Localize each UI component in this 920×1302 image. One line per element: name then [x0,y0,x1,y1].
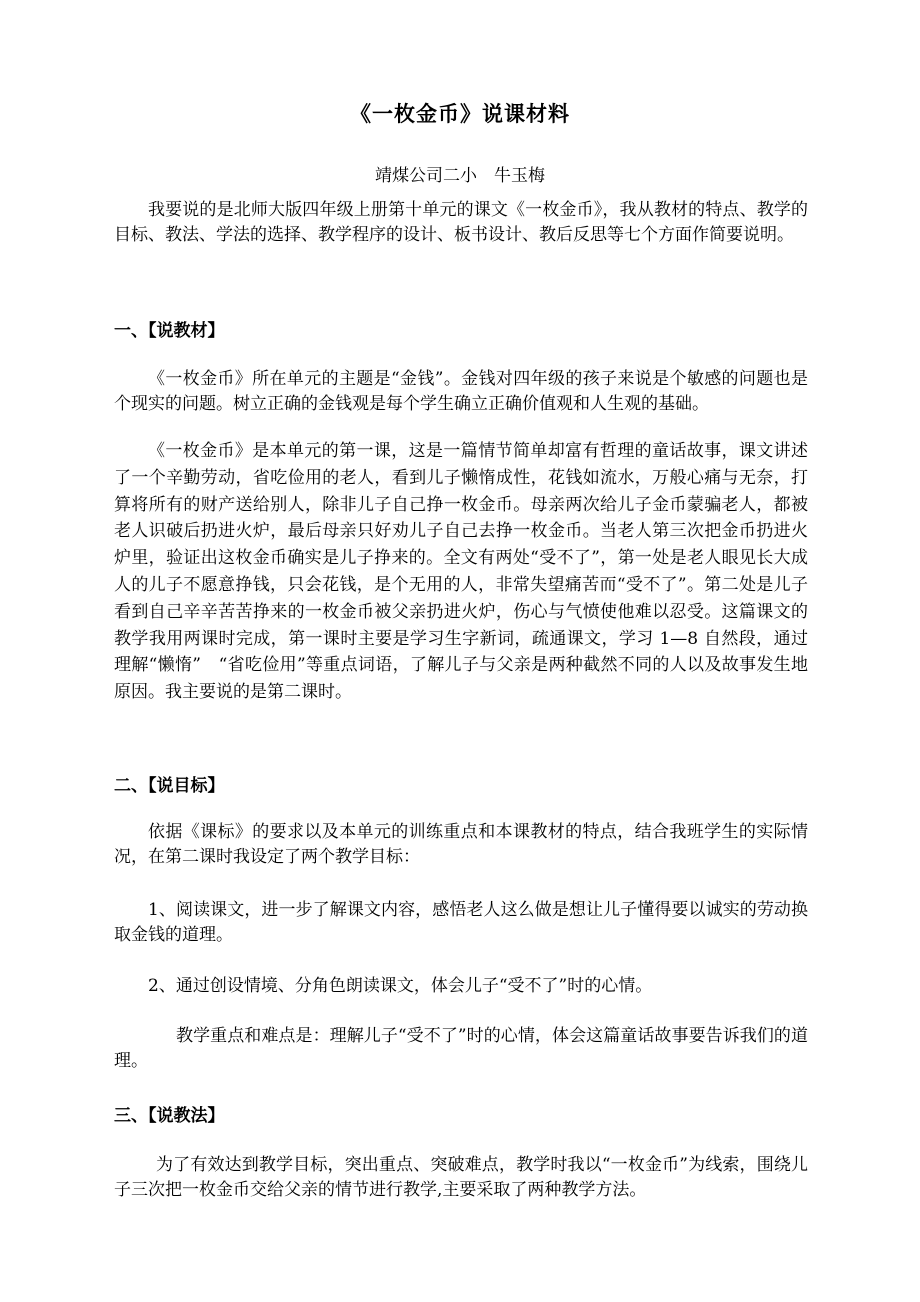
section-heading-2: 二、【说目标】 [114,776,225,796]
section-2-objective-1: 1、阅读课文，进一步了解课文内容，感悟老人这么做是想让儿子懂得要以诚实的劳动换取金钱的道理。 [114,900,808,945]
section-1-paragraph-2: 《一枚金币》是本单元的第一课，这是一篇情节简单却富有哲理的童话故事，课文讲述了一个辛勤劳动，省吃俭用的老人，看到儿子懒惰成性，花钱如流水，万般心痛与无奈，打算将所有的财产送给别人，除非儿子自己挣一枚金币。母亲两次给儿子金币蒙骗老人，都被老人识破后扔进火炉，最后母亲只好劝儿子自己去挣一枚金币。当老人第三次把金币扔进火炉里，验证出这枚金币确实是儿子挣来的。全文有两处“受不了”，第一处是老人眼见长大成人的儿子不愿意挣钱，只会花钱，是个无用的人，非常失望痛苦而“受不了”。第二处是儿子看到自己辛辛苦苦挣来的一枚金币被父亲扔进火炉，伤心与气愤使他难以忍受。这篇课文的教学我用两课时完成，第一课时主要是学习生字新词，疏通课文，学习 1—8 自然段，通过理解“懒惰” “省吃俭用”等重点词语，了解儿子与父亲是两种截然不同的人以及故事发生地原因。我主要说的是第二课时。 [114,441,808,703]
page-title: 《一枚金币》说课材料 [350,102,570,126]
section-heading-3: 三、【说教法】 [114,1106,225,1126]
section-2-objective-2: 2、通过创设情境、分角色朗读课文，体会儿子“受不了”时的心情。 [148,976,653,996]
section-heading-1: 一、【说教材】 [114,321,225,341]
intro-paragraph: 我要说的是北师大版四年级上册第十单元的课文《一枚金币》，我从教材的特点、教学的目标、教法、学法的选择、教学程序的设计、板书设计、教后反思等七个方面作简要说明。 [114,200,808,245]
section-3-paragraph-1: 为了有效达到教学目标，突出重点、突破难点，教学时我以“一枚金币”为线索，围绕儿子三次把一枚金币交给父亲的情节进行教学,主要采取了两种教学方法。 [114,1155,808,1200]
section-2-key-points: 教学重点和难点是：理解儿子“受不了”时的心情，体会这篇童话故事要告诉我们的道理。 [114,1026,808,1071]
author-line: 靖煤公司二小 牛玉梅 [375,166,545,186]
section-2-paragraph-1: 依据《课标》的要求以及本单元的训练重点和本课教材的特点，结合我班学生的实际情况，在第二课时我设定了两个教学目标： [114,822,808,867]
section-1-paragraph-1: 《一枚金币》所在单元的主题是“金钱”。金钱对四年级的孩子来说是个敏感的问题也是个现实的问题。树立正确的金钱观是每个学生确立正确价值观和人生观的基础。 [114,369,808,414]
